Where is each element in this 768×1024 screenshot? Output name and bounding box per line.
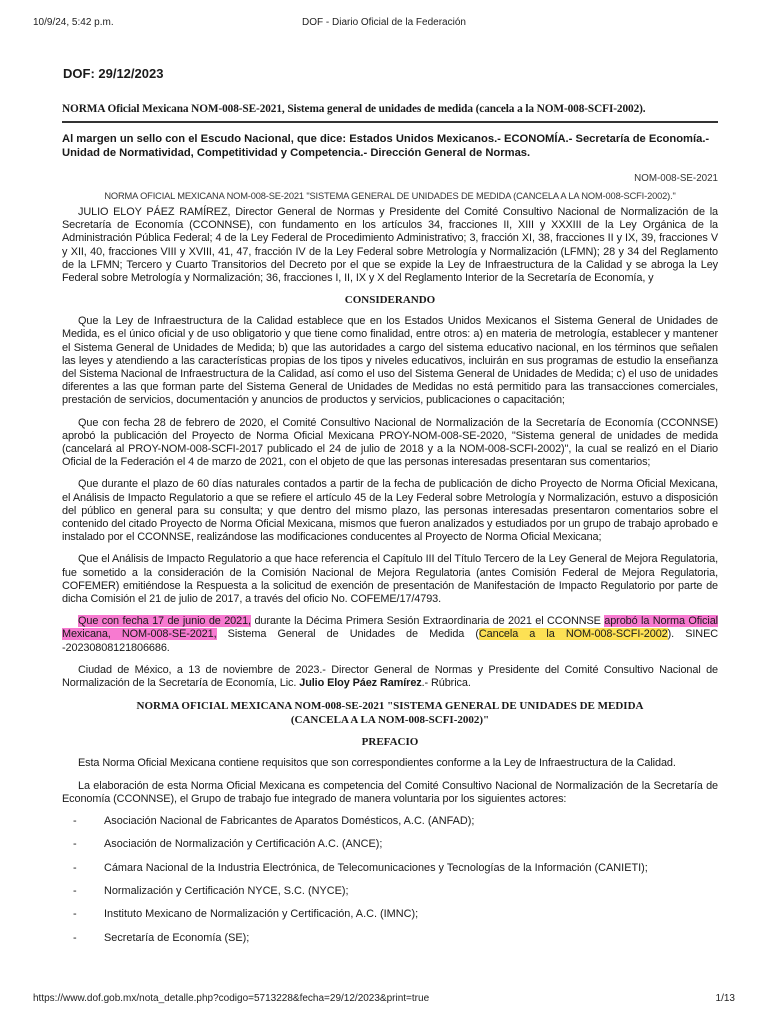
paragraph-text: Sistema General de Unidades de Medida ( [216, 628, 479, 641]
norma-code: NOM-008-SE-2021 [634, 173, 718, 184]
prefacio-paragraph-1: Esta Norma Oficial Mexicana contiene requisitos que son correspondientes conforme a la Ley de Infraestructura de la Calidad. [78, 757, 676, 770]
print-header [0, 17, 768, 33]
list-item [62, 862, 718, 885]
prefacio-paragraph-2: La elaboración de esta Norma Oficial Mexicana es competencia del Comité Consultivo Nacional de Normalización de la Secretaría de Economía (CCONNSE), el Grupo de trabajo fue integrado de manera voluntaria por los siguientes actores: [62, 779, 718, 805]
prefacio-heading: PREFACIO [361, 736, 419, 749]
print-page-counter: 1/13 [715, 993, 735, 1004]
norma-subtitle: NORMA OFICIAL MEXICANA NOM-008-SE-2021 "SISTEMA GENERAL DE UNIDADES DE MEDIDA (CANCELA A LA NOM-008-SCFI-2002)." [104, 191, 676, 201]
print-page-title: DOF - Diario Oficial de la Federación [302, 17, 466, 28]
norma-heading-line-1: NORMA OFICIAL MEXICANA NOM-008-SE-2021 "SISTEMA GENERAL DE UNIDADES DE MEDIDA [136, 700, 644, 713]
print-url: https://www.dof.gob.mx/nota_detalle.php?codigo=5713228&fecha=29/12/2023&print=true [33, 993, 430, 1004]
list-marker: - [73, 814, 77, 827]
paragraph-text: durante la Décima Primera Sesión Extraordinaria de 2021 el CCONNSE [250, 615, 605, 628]
closing-end: .- Rúbrica. [421, 677, 471, 690]
paragraph-text: ). SINEC -20230808121806686. [62, 628, 719, 654]
list-item-text: Secretaría de Economía (SE); [104, 931, 250, 944]
considerando-heading: CONSIDERANDO [344, 294, 436, 307]
closing-paragraph [62, 664, 718, 690]
considerando-paragraph-1: Que la Ley de Infraestructura de la Calidad establece que en los Estados Unidos Mexicanos el Sistema General de Unidades de Medida, es el único oficial y de uso obligatorio y que tiene como finalidad, entre otros: a) en materia de metrología, establecer y mantener el Sistema General de Unidades de Medida; b) que las autoridades a cargo del sistema educativo nacional, en los términos que señalen las leyes y atendiendo a las características propias de los tipos y niveles educativos, incluirán en sus programas de estudio la enseñanza del Sistema Nacional de Infraestructura de la Calidad, así como el uso del Sistema General de Unidades de Medida; c) el uso de unidades diferentes a las que forman parte del Sistema General de Unidades de Medidas no está permitido para las transacciones comerciales, prestación de servicios, documentación y anuncios de productos y servicios, publicaciones o capacitación; [62, 315, 718, 407]
print-footer [0, 993, 768, 1009]
list-item-text: Cámara Nacional de la Industria Electrónica, de Telecomunicaciones y Tecnologías de la Información (CANIETI); [104, 861, 648, 874]
norma-heading [62, 699, 718, 727]
list-marker: - [73, 908, 77, 921]
highlight-cancela: Cancela a la NOM-008-SCFI-2002 [478, 628, 668, 641]
closing-text: Ciudad de México, a 13 de noviembre de 2023.- Director General de Normas y Presidente del Comité Consultivo Nacional de Normalización de la Secretaría de Economía, Lic. [62, 663, 718, 690]
list-item [62, 908, 718, 931]
highlight-date: Que con fecha 17 de junio de 2021, [78, 615, 251, 628]
list-marker: - [73, 885, 77, 898]
considerando-paragraph-3: Que durante el plazo de 60 días naturales contados a partir de la fecha de publicación de dicho Proyecto de Norma Oficial Mexicana, el Análisis de Impacto Regulatorio a que se refiere el artículo 45 de la Ley Federal sobre Metrología y Normalización, estuvo a disposición del público en general para su consulta; y que dentro del mismo plazo, las personas interesadas presentaron comentarios sobre el contenido del citado Proyecto de Norma Oficial Mexicana, mismos que fueron analizados y estudiados por un grupo de trabajo aprobado e instalado por el CCONNSE, realizándose las modificaciones conducentes al Proyecto de Norma Oficial Mexicana; [62, 478, 718, 544]
list-marker: - [73, 931, 77, 944]
list-item-text: Instituto Mexicano de Normalización y Certificación, A.C. (IMNC); [104, 908, 419, 921]
document-page [62, 66, 718, 955]
considerando-paragraph-5 [62, 615, 718, 655]
list-item-text: Normalización y Certificación NYCE, S.C. (NYCE); [104, 885, 349, 898]
considerando-paragraph-4: Que el Análisis de Impacto Regulatorio a que hace referencia el Capítulo III del Título Tercero de la Ley General de Mejora Regulatoria, fue sometido a la consideración de la Comisión Nacional de Mejora Regulatoria (antes Comisión Federal de Mejora Regulatoria, COFEMER) emitiéndose la Respuesta a la solicitud de exención de presentación de Manifestación de Impacto Regulatorio por parte de dicha Comisión el 21 de julio de 2017, a través del oficio No. COFEME/17/4793. [62, 553, 718, 606]
print-datetime: 10/9/24, 5:42 p.m. [33, 17, 114, 28]
considerando-paragraph-2: Que con fecha 28 de febrero de 2020, el Comité Consultivo Nacional de Normalización de la Secretaría de Economía (CCONNSE) aprobó la publicación del Proyecto de Norma Oficial Mexicana PROY-NOM-008-SE-2020, "Sistema general de unidades de medida (cancelará al PROY-NOM-008-SCFI-2017 publicado el 24 de julio de 2018 y a la NOM-008-SCFI-2002)", la cual se realizó en el Diario Oficial de la Federación el 4 de marzo de 2021, con el objeto de que las personas interesadas presentaran sus comentarios; [62, 416, 718, 469]
norma-title: NORMA Oficial Mexicana NOM-008-SE-2021, Sistema general de unidades de medida (cancela a la NOM-008-SCFI-2002). [62, 103, 718, 123]
dof-date: DOF: 29/12/2023 [63, 66, 164, 81]
actors-list [62, 815, 718, 955]
list-item [62, 885, 718, 908]
intro-paragraph: JULIO ELOY PÁEZ RAMÍREZ, Director General de Normas y Presidente del Comité Consultivo Nacional de Normalización de la Secretaría de Economía (CCONNSE), con fundamento en los artículos 34, fracciones II, XIII y XXXIII de la Ley Orgánica de la Administración Pública Federal; 4 de la Ley Federal de Procedimiento Administrativo; 3, fracción XI, 38, fracciones II y IX, 39, fracciones V y XII, 40, fracciones VIII y XVIII, 41, 47, fracción IV de la Ley Federal sobre Metrología y Normalización (LFMN); 28 y 34 del Reglamento de la LFMN; Tercero y Cuarto Transitorios del Decreto por el que se expide la Ley de Infraestructura de la Calidad y se abroga la Ley Federal sobre Metrología y Normalización; 36, fracciones I, II, IX y X del Reglamento Interior de la Secretaría de Economía, y [62, 206, 718, 285]
norma-heading-line-2: (CANCELA A LA NOM-008-SCFI-2002)" [290, 714, 490, 727]
list-item [62, 838, 718, 861]
list-marker: - [73, 838, 77, 851]
list-item-text: Asociación de Normalización y Certificación A.C. (ANCE); [104, 838, 383, 851]
list-item [62, 932, 718, 955]
margin-notice: Al margen un sello con el Escudo Nacional, que dice: Estados Unidos Mexicanos.- ECONOMÍA.- Secretaría de Economía.- Unidad de Normatividad, Competitividad y Competencia.- Dirección General de Normas. [62, 133, 710, 159]
highlight-approval: aprobó la Norma Oficial Mexicana, NOM-008-SE-2021, [62, 615, 718, 641]
list-marker: - [73, 861, 77, 874]
list-item-text: Asociación Nacional de Fabricantes de Aparatos Domésticos, A.C. (ANFAD); [104, 814, 475, 827]
signatory-name: Julio Eloy Páez Ramírez [299, 677, 422, 690]
list-item [62, 815, 718, 838]
